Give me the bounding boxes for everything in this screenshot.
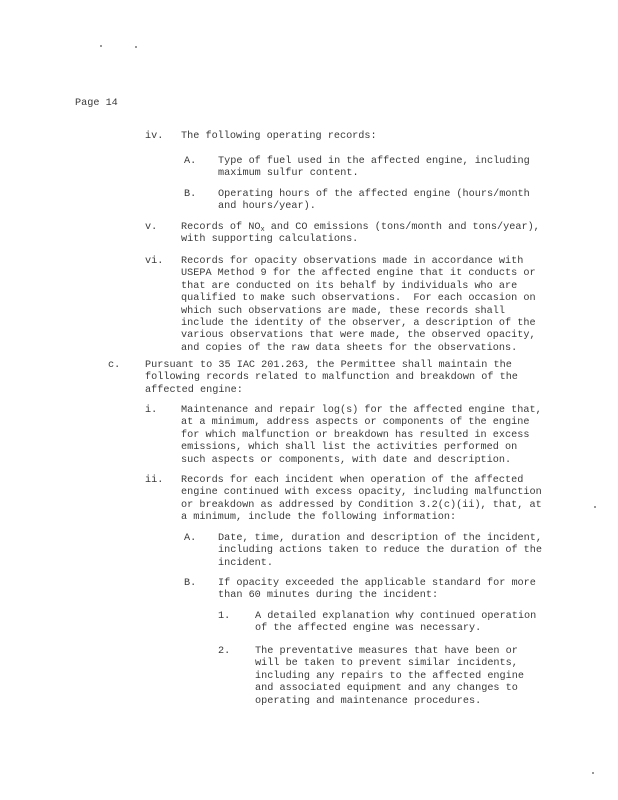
item-label: 1. — [218, 611, 231, 622]
scan-speck — [594, 506, 596, 508]
item-label: A. — [184, 533, 197, 544]
page-number: Page 14 — [75, 98, 118, 109]
scan-speck — [135, 46, 137, 48]
item-label: iv. — [145, 131, 164, 142]
item-text: Date, time, duration and description of the incident, including actions taken to reduce the duration of the incident. — [218, 533, 543, 569]
item-text: Type of fuel used in the affected engine, including maximum sulfur content. — [218, 156, 530, 180]
item-label: 2. — [218, 646, 231, 657]
item-text: Maintenance and repair log(s) for the affected engine that, at a minimum, address aspects or components of the engine for which malfunction or breakdown has resulted in excess emissions, which shall list the activities performed on such aspects or components, with date and description. — [181, 405, 542, 466]
item-text: The preventative measures that have been or will be taken to prevent similar incidents, including any repairs to the affected engine and associated equipment and any changes to operating and maintenance procedures. — [255, 646, 524, 707]
item-text: If opacity exceeded the applicable standard for more than 60 minutes during the incident: — [218, 578, 536, 602]
item-label: i. — [145, 405, 158, 416]
item-text: Records for opacity observations made in accordance with USEPA Method 9 for the affected engine that it conducts or that are conducted on its behalf by individuals who are qualified to make such observations. For each occasion on which such observations are made, these records shall include the identity of the observer, a description of the various observations that were made, the observed opacity, and copies of the raw data sheets for the observations. — [181, 256, 536, 354]
scan-speck — [100, 45, 102, 47]
item-text: Records of $NO_x$ and CO emissions (tons/month and tons/year), with supporting calculations. — [181, 222, 540, 246]
item-label: B. — [184, 578, 197, 589]
item-text: Records for each incident when operation of the affected engine continued with excess opacity, including malfunction or breakdown as addressed by Condition 3.2(c)(ii), that, at a minimum, include the following information: — [181, 475, 542, 524]
item-label: c. — [108, 360, 121, 371]
item-label: B. — [184, 189, 197, 200]
item-label: vi. — [145, 256, 164, 267]
item-text: Pursuant to 35 IAC 201.263, the Permittee shall maintain the following records related to malfunction and breakdown of the affected engine: — [145, 360, 518, 396]
item-text: The following operating records: — [181, 131, 377, 142]
item-label: A. — [184, 156, 197, 167]
item-label: ii. — [145, 475, 164, 486]
scan-speck — [592, 772, 594, 774]
item-label: v. — [145, 222, 158, 233]
item-text: A detailed explanation why continued operation of the affected engine was necessary. — [255, 611, 537, 635]
item-text: Operating hours of the affected engine (hours/month and hours/year). — [218, 189, 530, 213]
